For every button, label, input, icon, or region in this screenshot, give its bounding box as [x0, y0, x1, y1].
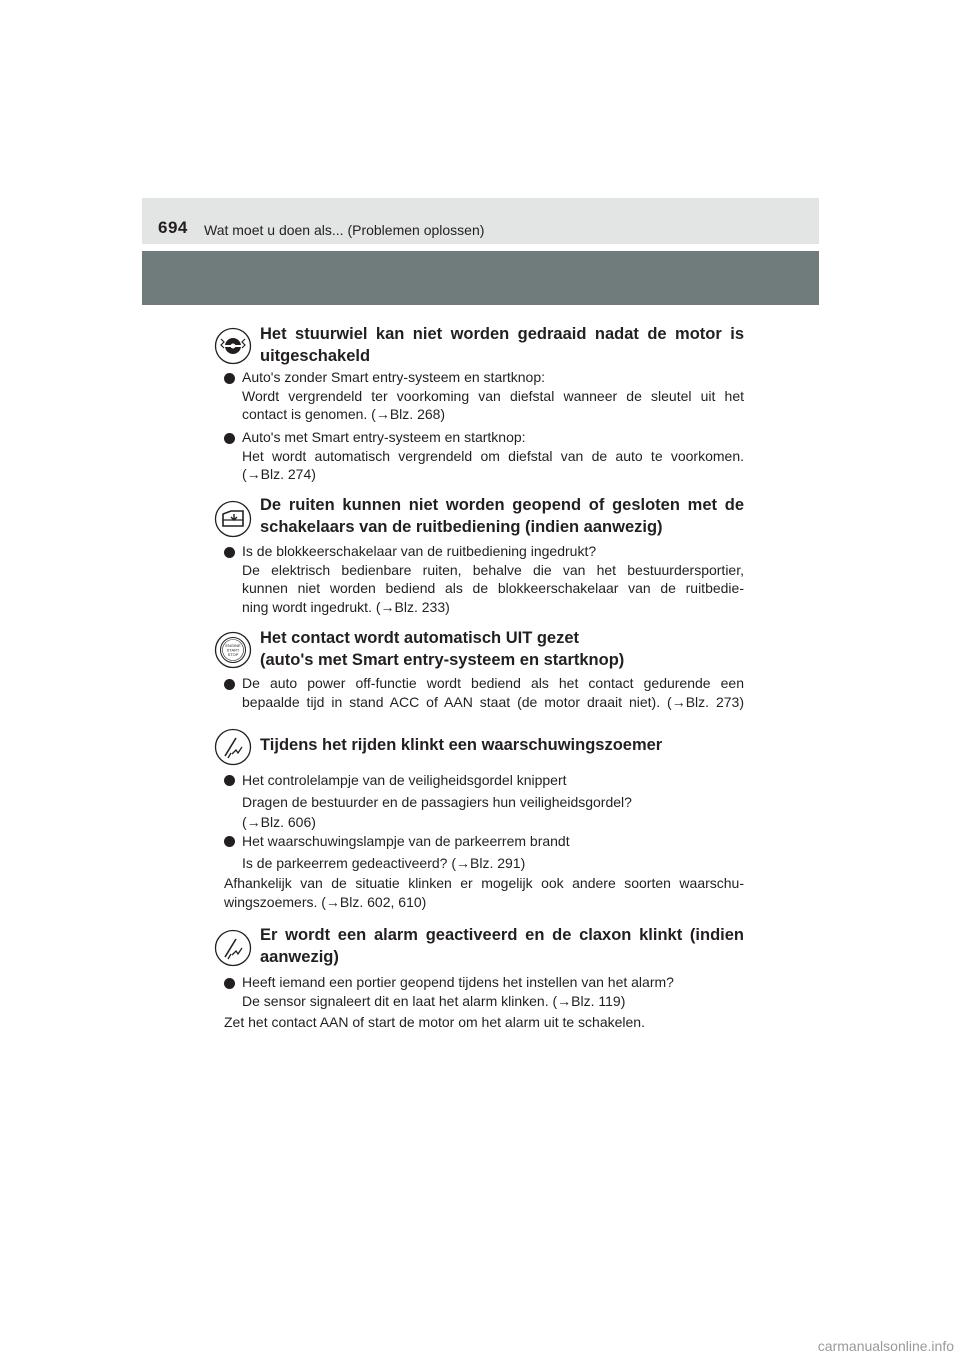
bullet-text: Auto's zonder Smart entry-systeem en startknop: Wordt vergrendeld ter voorkoming van diefstal wanneer de sleutel uit het contact is genomen. (→Blz. 268) [242, 369, 744, 422]
bullet-dot [224, 679, 235, 690]
warning-buzzer-icon [214, 728, 252, 766]
running-title: Wat moet u doen als... (Problemen oplossen) [204, 222, 485, 238]
section-heading-windows: De ruiten kunnen niet worden geopend of gesloten met de [260, 496, 744, 514]
section-heading-steering: Het stuurwiel kan niet worden gedraaid nadat de motor is [260, 325, 744, 343]
steering-lock-icon [214, 327, 252, 365]
section-heading-auto-off: Het contact wordt automatisch UIT gezet (auto's met Smart entry-systeem en startknop) [260, 629, 625, 669]
bullet-dot [224, 433, 235, 444]
section-heading-alarm: Er wordt een alarm geactiveerd en de claxon klinkt (indien [260, 926, 744, 944]
bullet-dot [224, 547, 235, 558]
bullet-dot [224, 978, 235, 989]
page-number: 694 [158, 218, 188, 237]
note-text: Afhankelijk van de situatie klinken er mogelijk ook andere soorten waarschu- wingszoemers. (→Blz. 602, 610) [224, 875, 744, 910]
bullet-text: Auto's met Smart entry-systeem en startknop: Het wordt automatisch vergrendeld om diefstal van de auto te voorkomen. (→Blz. 274) [242, 429, 744, 482]
section-heading-windows-cont: schakelaars van de ruitbediening (indien aanwezig) [260, 518, 663, 536]
section-heading-alarm-cont: aanwezig) [260, 948, 339, 966]
watermark: carmanualsonline.info [817, 1338, 954, 1354]
bullet-text: De auto power off-functie wordt bediend als het contact gedurende een bepaalde tijd in stand ACC of AAN staat (de motor draait niet). (→Blz. 273) [242, 675, 744, 710]
bullet-text: Het waarschuwingslampje van de parkeerrem brandt Is de parkeerrem gedeactiveerd? (→Blz. 291) [242, 833, 570, 871]
button-text-engine: ENGINE [225, 643, 241, 648]
bullet-text: Heeft iemand een portier geopend tijdens het instellen van het alarm? De sensor signaleert dit en laat het alarm klinken. (→Blz. 119) [242, 974, 674, 1009]
section-heading-steering-cont: uitgeschakeld [260, 347, 371, 365]
alarm-horn-icon [214, 929, 252, 967]
bullet-dot [224, 373, 235, 384]
note-text: Zet het contact AAN of start de motor om het alarm uit te schakelen. [224, 1014, 645, 1030]
window-lock-icon [214, 500, 252, 538]
engine-start-stop-button-icon [214, 631, 252, 669]
section-heading-buzzer: Tijdens het rijden klinkt een waarschuwingszoemer [260, 736, 663, 754]
bullet-dot [224, 836, 235, 847]
button-text-start: START [226, 647, 240, 653]
bullet-text: Is de blokkeerschakelaar van de ruitbediening ingedrukt? De elektrisch bedienbare ruiten, behalve die van het bestuurdersportier, kunnen niet worden bediend als de blokkeerschakelaar van de ruitbedie- ning wordt ingedrukt. (→Blz. 233) [242, 543, 744, 615]
button-text-stop: STOP [227, 652, 239, 657]
bullet-dot [224, 775, 235, 786]
title-bar [142, 251, 819, 305]
bullet-text: Het controlelampje van de veiligheidsgordel knippert Dragen de bestuurder en de passagiers hun veiligheidsgordel? (→Blz. 606) [242, 772, 632, 830]
